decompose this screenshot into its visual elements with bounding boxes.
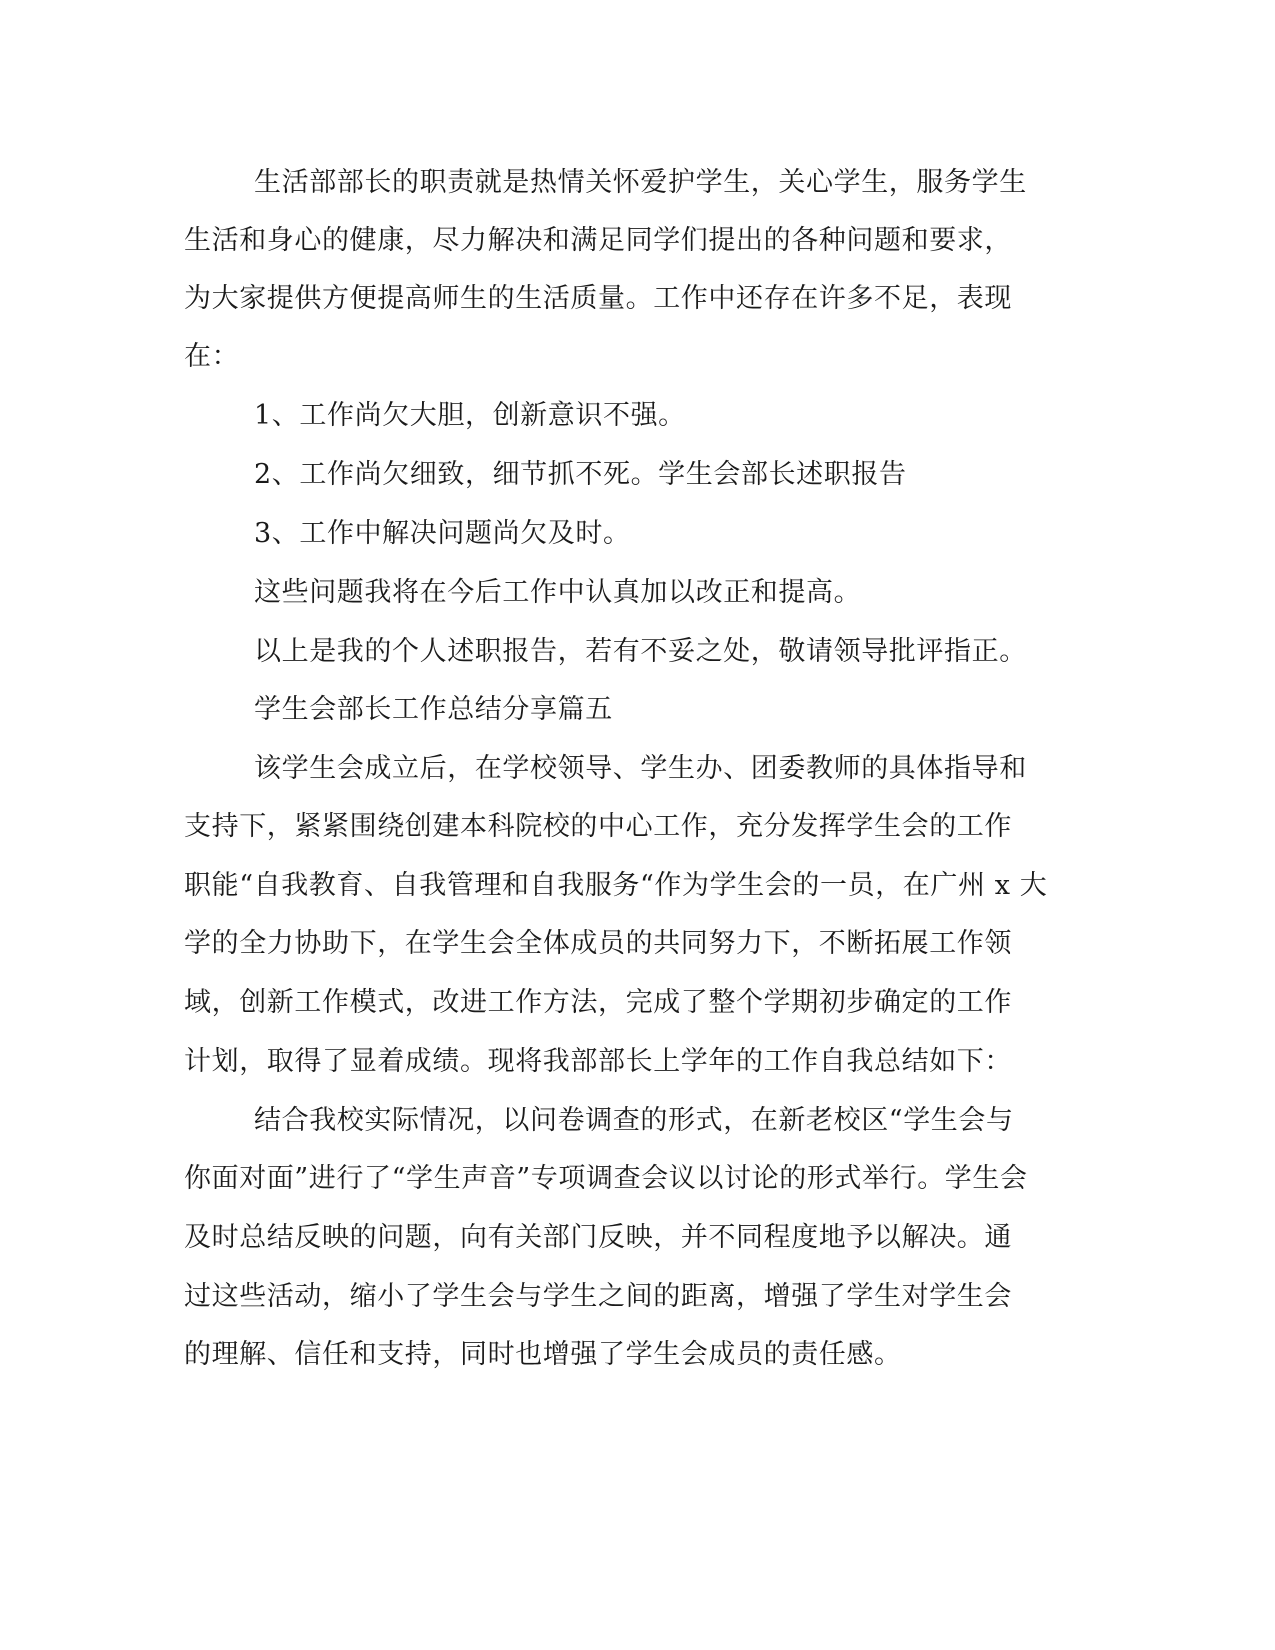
paragraph-line: 生活和身心的健康，尽力解决和满足同学们提出的各种问题和要求， — [184, 225, 1012, 256]
paragraph-line: 以上是我的个人述职报告，若有不妥之处，敬请领导批评指正。 — [254, 636, 1027, 667]
list-item: 3、工作中解决问题尚欠及时。 — [254, 518, 631, 549]
paragraph-line: 支持下，紧紧围绕创建本科院校的中心工作，充分发挥学生会的工作 — [184, 811, 1012, 842]
section-heading: 学生会部长工作总结分享篇五 — [254, 694, 613, 725]
paragraph-line: 为大家提供方便提高师生的生活质量。工作中还存在许多不足，表现 — [184, 283, 1012, 314]
paragraph-line: 计划，取得了显着成绩。现将我部部长上学年的工作自我总结如下： — [184, 1046, 1012, 1077]
paragraph-line: 生活部部长的职责就是热情关怀爱护学生，关心学生，服务学生 — [254, 167, 1027, 198]
paragraph-line: 你面对面”进行了“学生声音”专项调查会议以讨论的形式举行。学生会 — [184, 1163, 1028, 1194]
paragraph-line: 及时总结反映的问题，向有关部门反映，并不同程度地予以解决。通 — [184, 1222, 1012, 1253]
paragraph-line: 结合我校实际情况，以问卷调查的形式，在新老校区“学生会与 — [254, 1105, 1014, 1136]
paragraph-line: 这些问题我将在今后工作中认真加以改正和提高。 — [254, 577, 862, 608]
paragraph-line: 在： — [184, 341, 240, 372]
paragraph-line: 职能“自我教育、自我管理和自我服务“作为学生会的一员，在广州 x 大 — [184, 870, 1048, 901]
list-item: 1、工作尚欠大胆，创新意识不强。 — [254, 400, 686, 431]
paragraph-line: 学的全力协助下，在学生会全体成员的共同努力下，不断拓展工作领 — [184, 928, 1012, 959]
paragraph-line: 域，创新工作模式，改进工作方法，完成了整个学期初步确定的工作 — [184, 987, 1012, 1018]
paragraph-line: 过这些活动，缩小了学生会与学生之间的距离，增强了学生对学生会 — [184, 1281, 1012, 1312]
paragraph-line: 的理解、信任和支持，同时也增强了学生会成员的责任感。 — [184, 1339, 902, 1370]
paragraph-line: 该学生会成立后，在学校领导、学生办、团委教师的具体指导和 — [254, 753, 1027, 784]
list-item: 2、工作尚欠细致，细节抓不死。学生会部长述职报告 — [254, 459, 907, 490]
